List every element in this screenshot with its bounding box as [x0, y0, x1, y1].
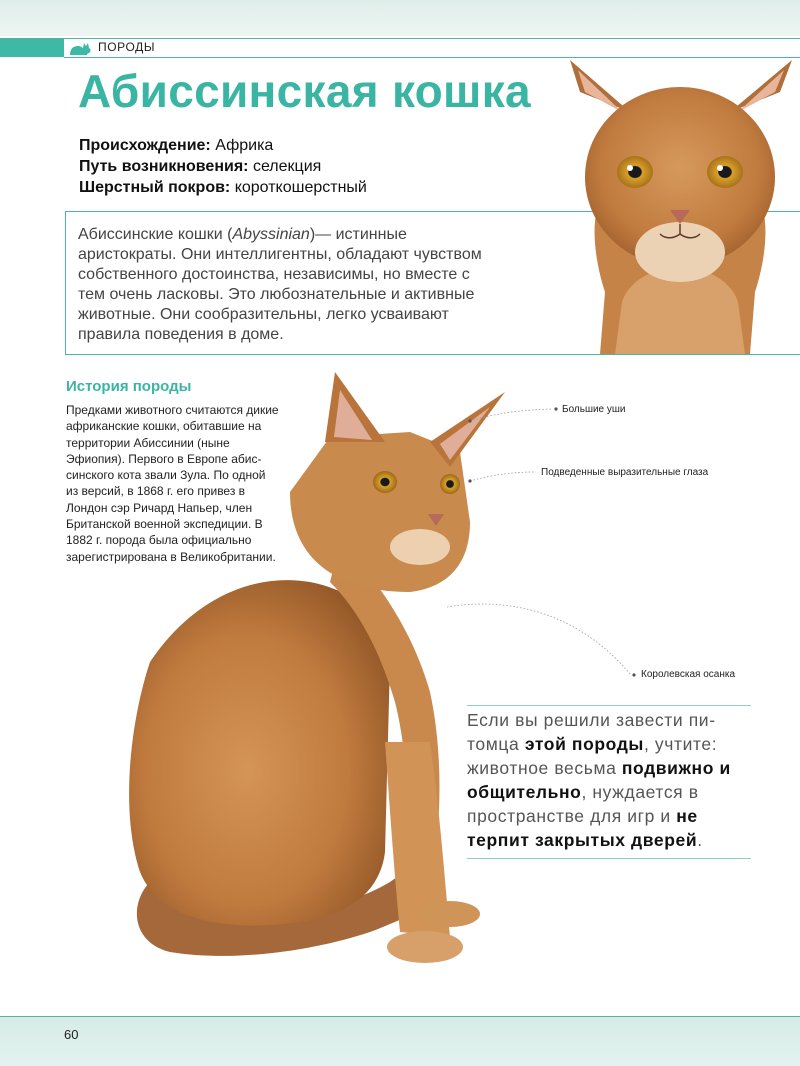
fact-creation-path: Путь возникновения: селекция [79, 158, 322, 175]
callout-ears: Большие уши [562, 404, 626, 415]
fact-origin: Происхождение: Африка [79, 137, 274, 154]
page-number: 60 [64, 1027, 79, 1042]
callout-eyes: Подведенные выразительные глаза [541, 467, 709, 478]
tip-top-rule [467, 705, 751, 706]
history-heading: История породы [66, 378, 192, 395]
bottom-band [0, 1016, 800, 1066]
bottom-line [0, 1016, 800, 1017]
callout-posture: Королевская осанка [641, 669, 736, 680]
tip-bottom-rule [467, 858, 751, 859]
history-paragraph: Предками животного считаются дикие африканские кошки, обитавшие на территории Абиссинии (ныне Эфиопия). Первого в Европе абиссинского кота звали Зула. По одной из версий, в 1868 г. его привез в Лондон сэр Ричард Напьер, член Британской военной экспедиции. В 1882 г. порода была официально зарегистрирована в Великобритании. [66, 403, 279, 564]
section-label: ПОРОДЫ [98, 40, 156, 54]
tip-paragraph: Если вы решили завести питомца этой породы, учтите: животное весьма подвижно и общительно, нуждается в пространстве для игр и не терпит закрытых дверей. [467, 710, 731, 850]
fact-coat: Шерстный покров: короткошерстный [79, 179, 367, 196]
intro-paragraph: Абиссинские кошки (Abyssinian)— истинные аристократы. Они интеллигентны, обладают чувством собственного достоинства, независимы, но вместе с тем очень ласковы. Это любознательные и активные животные. Они сообразительны, легко усваивают правила поведения в доме. [78, 226, 482, 343]
page-title: Абиссинская кошка [78, 65, 531, 117]
